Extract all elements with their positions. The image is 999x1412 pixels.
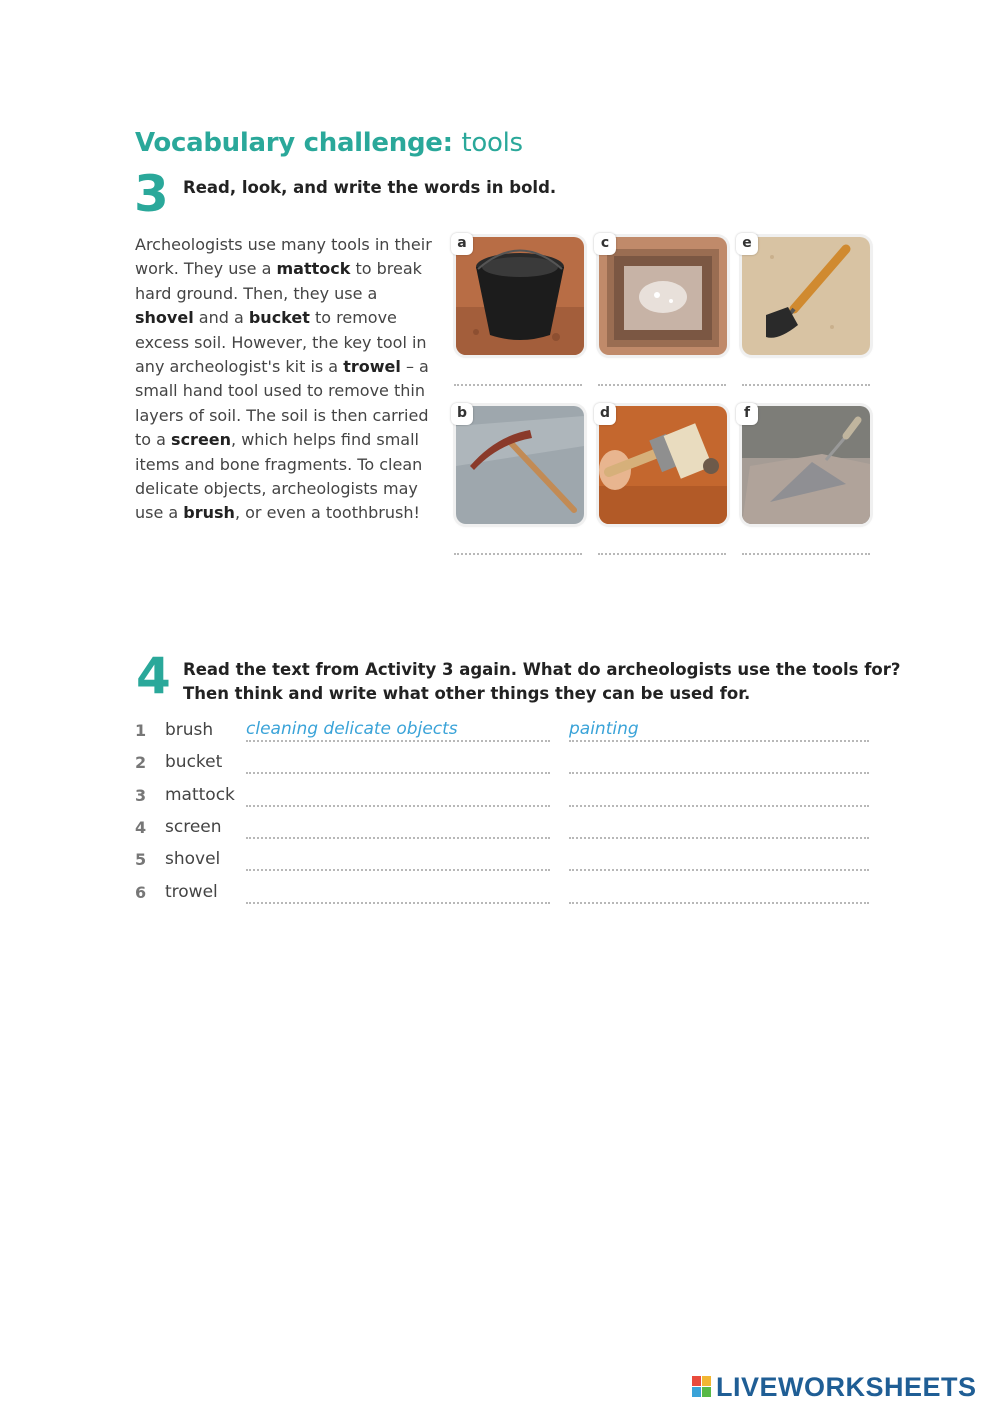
brush-photo [599, 406, 727, 524]
answer-line [246, 902, 550, 904]
screen-photo [599, 237, 727, 355]
other-use-answer-input[interactable] [569, 848, 867, 870]
bucket-photo [456, 237, 584, 355]
answer-line [246, 837, 550, 839]
row-tool-word: bucket [165, 752, 223, 773]
passage-text: to break hard ground. Then, they use a [135, 259, 422, 303]
row-number: 4 [135, 817, 147, 837]
use-answer-input[interactable] [246, 848, 548, 870]
answer-line [246, 740, 550, 742]
title-main: Vocabulary challenge: [135, 128, 453, 158]
answer-input-d[interactable] [598, 553, 726, 555]
image-letter-f: f [736, 403, 758, 425]
activity-4-number: 4 [136, 647, 171, 705]
answer-line [569, 902, 869, 904]
answer-line [569, 869, 869, 871]
bold-word: trowel [343, 357, 401, 377]
liveworksheets-logo-icon [692, 1376, 712, 1398]
answer-line [569, 837, 869, 839]
row-number: 3 [135, 785, 147, 805]
answer-input-f[interactable] [742, 553, 870, 555]
row-number: 2 [135, 753, 147, 773]
activity-4-instruction [183, 658, 900, 706]
activity-3-number: 3 [134, 165, 169, 223]
passage-text: , which helps find small items and bone fragments. To clean delicate objects, archeologists may use a [135, 430, 423, 523]
bold-word: screen [171, 430, 232, 450]
passage-text: , or even a toothbrush! [234, 503, 420, 523]
row-tool-word: screen [165, 816, 222, 837]
bold-word: shovel [135, 308, 194, 328]
use-answer-input[interactable] [246, 784, 548, 806]
use-answer-input[interactable]: cleaning delicate objects [246, 719, 458, 739]
row-number: 1 [135, 721, 147, 740]
row-tool-word: shovel [165, 849, 221, 870]
use-answer-input[interactable] [246, 751, 548, 773]
other-use-answer-input[interactable] [569, 751, 867, 773]
page-title [135, 128, 523, 158]
answer-line [569, 740, 869, 742]
use-answer-input[interactable] [246, 881, 548, 903]
answer-input-b[interactable] [454, 553, 582, 555]
instruction-activity-ref: 3 [442, 660, 454, 679]
answer-line [569, 772, 869, 774]
other-use-answer-input[interactable] [569, 881, 867, 903]
use-answer-input[interactable] [246, 816, 548, 838]
answer-line [246, 869, 550, 871]
liveworksheets-logo: LIVEWORKSHEETS [716, 1372, 977, 1402]
instruction-line-2: Then think and write what other things they can be used for. [183, 684, 751, 703]
row-number: 5 [135, 850, 147, 870]
instruction-part: again. What do archeologists use the tools for? [453, 660, 901, 679]
reading-passage [135, 233, 435, 526]
other-use-answer-input[interactable]: painting [569, 719, 639, 739]
activity-3-instruction: Read, look, and write the words in bold. [183, 178, 557, 197]
answer-input-a[interactable] [454, 384, 582, 386]
mattock-photo [456, 406, 584, 524]
passage-text: – a small hand tool used to remove thin layers of soil. The soil is then carried to a [135, 357, 429, 450]
row-tool-word: trowel [165, 881, 218, 902]
other-use-answer-input[interactable] [569, 816, 867, 838]
trowel-photo [742, 237, 870, 355]
image-letter-e: e [736, 233, 758, 255]
title-accent: tools [461, 128, 523, 158]
answer-input-e[interactable] [742, 384, 870, 386]
row-tool-word: brush [165, 720, 214, 740]
trowel-on-stone-photo [742, 406, 870, 524]
bold-word: brush [183, 503, 235, 523]
image-letter-b: b [451, 403, 473, 425]
row-tool-word: mattock [165, 784, 235, 805]
instruction-part: Read the text from Activity [183, 660, 442, 679]
bold-word: bucket [248, 308, 310, 328]
answer-input-c[interactable] [598, 384, 726, 386]
other-use-answer-input[interactable] [569, 784, 867, 806]
passage-text: to remove excess soil. However, the key tool in any archeologist's kit is a [135, 308, 427, 377]
passage-text: and a [193, 308, 249, 328]
bold-word: mattock [276, 259, 351, 279]
passage-text: Archeologists use many tools in their work. They use a [135, 235, 432, 279]
image-letter-d: d [594, 403, 616, 425]
answer-line [246, 805, 550, 807]
answer-line [569, 805, 869, 807]
answer-line [246, 772, 550, 774]
row-number: 6 [135, 882, 147, 902]
image-letter-c: c [594, 233, 616, 255]
image-letter-a: a [451, 233, 473, 255]
